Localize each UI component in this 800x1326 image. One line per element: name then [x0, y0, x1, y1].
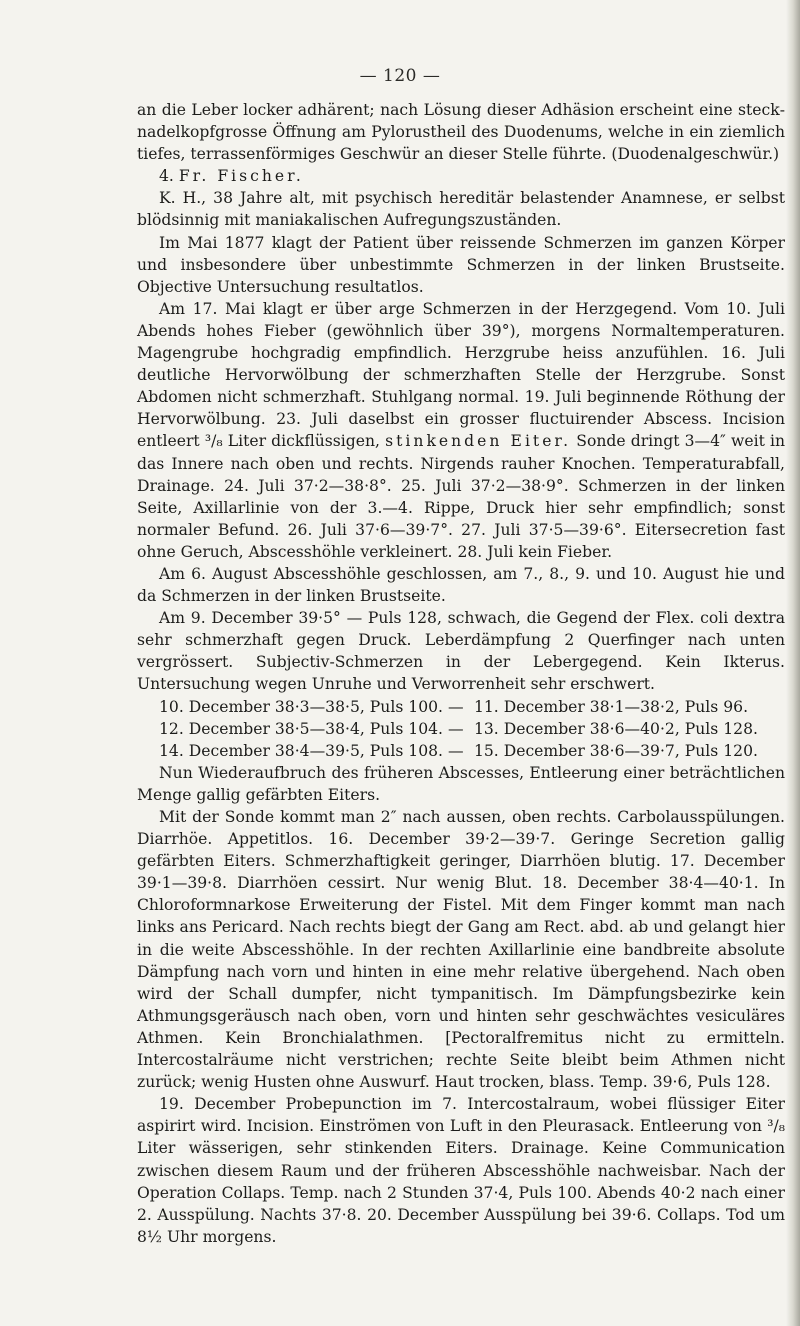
case-heading	[137, 165, 785, 187]
temperature-cell: 11. December 38·1—38·2, Puls 96.	[473, 697, 749, 716]
temperature-row	[137, 718, 785, 740]
temperature-cell: 13. December 38·6—40·2, Puls 128.	[473, 719, 758, 738]
reopening-paragraph: Nun Wiederaufbruch des früheren Abscesses, Entleerung einer beträchtlichen Menge gallig gefärbten Eiters.	[137, 763, 785, 804]
may-17-text-a: Am 17. Mai klagt er über arge Schmerzen in der Herzgegend. Vom 10. Juli Abends hohes Fieber (gewöhnlich über 39°), morgens Normaltemperaturen. Magengrube hochgradig empfindlich. Herzgrube heiss anzufühlen. 16. Juli deutliche Hervorwölbung der schmerzhaften Stelle der Herzgrube. Sonst Abdomen nicht schmerzhaft. Stuhlgang normal. 19. Juli beginnende Röthung der Hervorwölbung. 23. Juli daselbst ein grosser fluctuirender Abscess. Incision entleert ³/₈ Liter dickflüssigen,	[137, 299, 785, 451]
may-17-text-b: Sonde dringt 3—4″ weit in das Innere nach oben und rechts. Nirgends rauher Knochen. Temperaturabfall, Drainage. 24. Juli 37·2—38·8°. 25. Juli 37·2—38·9°. Schmerzen in der linken Seite, Axillarlinie von der 3.—4. Rippe, Druck hier sehr empfindlich; sonst normaler Befund. 26. Juli 37·6—39·7°. 27. Juli 37·5—39·6°. Eitersecretion fast ohne Geruch, Abscesshöhle verkleinert. 28. Juli kein Fieber.	[137, 432, 786, 561]
probe-paragraph: Mit der Sonde kommt man 2″ nach aussen, oben rechts. Carbolausspülungen. Diarrhöe. Appetitlos. 16. December 39·2—39·7. Geringe Secretion gallig gefärbten Eiters. Schmerzhaftigkeit geringer, Diarrhöen blutig. 17. December 39·1—39·8. Diarrhöen cessirt. Nur wenig Blut. 18. December 38·4—40·1. In Chloroformnarkose Erweiterung der Fistel. Mit dem Finger kommt man nach links ans Pericard. Nach rechts biegt der Gang am Rect. abd. ab und gelangt hier in die weite Abscesshöhle. In der rechten Axillarlinie eine bandbreite absolute Dämpfung nach vorn und hinten in eine mehr relative übergehend. Nach oben wird der Schall dumpfer, nicht tympanitisch. Im Dämpfungsbezirke kein Athmungsgeräusch nach oben, vorn und hinten sehr geschwächtes vesiculäres Athmen. Kein Bronchialathmen. [Pectoralfremitus nicht zu ermitteln. Intercostalräume nicht verstrichen; rechte Seite bleibt beim Athmen nicht zurück; wenig Husten ohne Auswurf. Haut trocken, blass. Temp. 39·6, Puls 128.	[137, 808, 785, 1092]
august-6-paragraph: Am 6. August Abscesshöhle geschlossen, am 7., 8., 9. und 10. August hie und da Schmerzen in der linken Brustseite.	[137, 564, 785, 606]
temperature-cell: 15. December 38·6—39·7, Puls 120.	[473, 741, 758, 760]
temperature-table	[137, 696, 785, 762]
may-17-paragraph	[137, 298, 785, 563]
may-1877-paragraph: Im Mai 1877 klagt der Patient über reissende Schmerzen im ganzen Körper und insbesondere über unbestimmte Schmerzen in der linken Brustseite. Objective Untersuchung resultatlos.	[137, 233, 785, 296]
may-17-spaced-text: stinkenden Eiter.	[385, 432, 572, 451]
case-author: Fr. Fischer.	[178, 167, 304, 186]
history-paragraph: K. H., 38 Jahre alt, mit psychisch hereditär belastender Anamnese, er selbst blödsinnig mit maniakalischen Aufregungszuständen.	[137, 189, 785, 230]
intro-paragraph: an die Leber locker adhärent; nach Lösung dieser Adhäsion erscheint eine stecknadelkopfgrosse Öffnung am Pylorustheil des Duodenums, welche in ein ziemlich tiefes, terrassenförmiges Geschwür an dieser Stelle führte. (Duodenalgeschwür.)	[137, 101, 785, 164]
temperature-cell: 12. December 38·5—38·4, Puls 104. —	[159, 719, 464, 738]
december-9-paragraph: Am 9. December 39·5° — Puls 128, schwach, die Gegend der Flex. coli dextra sehr schmerzhaft gegen Druck. Leberdämpfung 2 Querfinger nach unten vergrössert. Subjectiv-Schmerzen in der Lebergegend. Kein Ikterus. Untersuchung wegen Unruhe und Verworrenheit sehr erschwert.	[137, 609, 785, 694]
page-edge-shadow	[786, 0, 800, 1326]
temperature-row	[137, 740, 785, 762]
case-number: 4.	[159, 167, 174, 186]
page-number: — 120 —	[359, 66, 441, 86]
december-19-paragraph: 19. December Probepunction im 7. Intercostalraum, wobei flüssiger Eiter aspirirt wird. Incision. Einströmen von Luft in den Pleurasack. Entleerung von ³/₈ Liter wässerigen, sehr stinkenden Eiters. Drainage. Keine Communication zwischen diesem Raum und der früheren Abscesshöhle nachweisbar. Nach der Operation Collaps. Temp. nach 2 Stunden 37·4, Puls 100. Abends 40·2 nach einer 2. Ausspülung. Nachts 37·8. 20. December Ausspülung bei 39·6. Collaps. Tod um 8½ Uhr morgens.	[137, 1095, 785, 1246]
body-text	[137, 99, 785, 1248]
temperature-row	[137, 696, 785, 718]
temperature-cell: 14. December 38·4—39·5, Puls 108. —	[159, 741, 464, 760]
temperature-cell: 10. December 38·3—38·5, Puls 100. —	[159, 697, 464, 716]
